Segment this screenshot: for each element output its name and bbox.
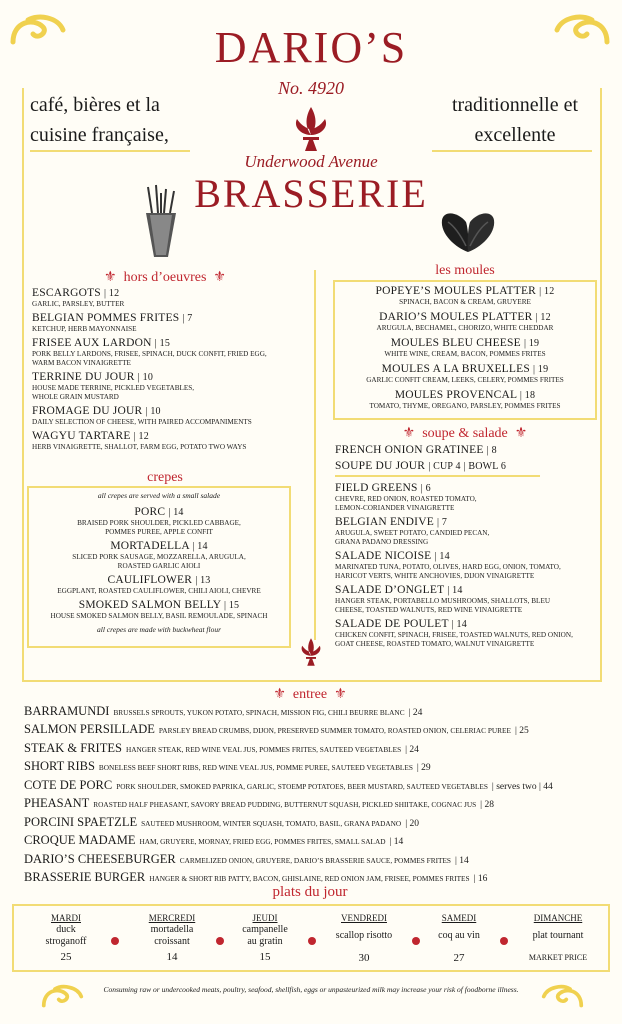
- tagline-right: traditionnelle et excellente: [451, 94, 579, 146]
- menu-item: MOULES PROVENCAL | 18 TOMATO, THYME, OREGANO, PARSLEY, POMMES FRITES: [369, 389, 561, 410]
- menu-item: DARIO’S MOULES PLATTER | 12 ARUGULA, BECHAMEL, CHORIZO, WHITE CHEDDAR: [376, 311, 554, 332]
- street-number: No. 4920: [277, 78, 344, 98]
- menu-item: CAULIFLOWER | 13 EGGPLANT, ROASTED CAULIFLOWER, CHILI AIOLI, CHEVRE: [57, 574, 261, 595]
- separator-dot: [111, 937, 119, 945]
- menu-item: SALADE DE POULET | 14 CHICKEN CONFIT, SPINACH, FRISEE, TOASTED WALNUTS, RED ONION, GOAT CHEESE, ROASTED TOMATO, WALNUT VINAIGRETTE: [335, 618, 573, 648]
- frame-line: [22, 680, 602, 682]
- separator-dot: [500, 937, 508, 945]
- street-name: Underwood Avenue: [244, 152, 378, 171]
- entree-item: STEAK & FRITES HANGER STEAK, RED WINE VEAL JUS, POMMES FRITES, SAUTEED VEGETABLES | 24: [24, 741, 419, 755]
- day-special: MARDI duck stroganoff 25: [45, 913, 87, 963]
- menu-item: TERRINE DU JOUR | 10 HOUSE MADE TERRINE, PICKLED VEGETABLES, WHOLE GRAIN MUSTARD: [32, 371, 195, 401]
- frame-line: [314, 270, 316, 640]
- crepes-note-top: all crepes are served with a small salade: [97, 491, 221, 500]
- menu-item: MORTADELLA | 14 SLICED PORK SAUSAGE, MOZZARELLA, ARUGULA, ROASTED GARLIC AIOLI: [72, 540, 246, 570]
- entree-item: BRASSERIE BURGER HANGER & SHORT RIB PATTY, BACON, GHISLAINE, RED ONION JAM, FRISEE, POMMES FRITES | 16: [24, 870, 488, 884]
- separator-dot: [308, 937, 316, 945]
- separator-dot: [216, 937, 224, 945]
- fleur-de-lis-icon: [296, 634, 326, 675]
- entree-title: ⚜ entree ⚜: [273, 687, 347, 702]
- menu-item: WAGYU TARTARE | 12 HERB VINAIGRETTE, SHALLOT, FARM EGG, POTATO TWO WAYS: [32, 430, 247, 451]
- menu-item: SALADE NICOISE | 14 MARINATED TUNA, POTATO, OLIVES, HARD EGG, ONION, TOMATO, HARICOT VERTS, WHITE ANCHOVIES, DIJON VINAIGRETTE: [335, 550, 561, 580]
- separator-dot: [412, 937, 420, 945]
- menu-item: BELGIAN POMMES FRITES | 7 KETCHUP, HERB MAYONNAISE: [32, 312, 193, 333]
- entree-item: BARRAMUNDI BRUSSELS SPROUTS, YUKON POTATO, SPINACH, MISSION FIG, CHILI BEURRE BLANC | 24: [24, 704, 423, 718]
- soup-list: [335, 444, 595, 473]
- day-special: VENDREDI scallop risotto 30: [335, 913, 393, 964]
- mussel-icon: [436, 208, 500, 261]
- hors-oeuvres-title: ⚜ hors d’oeuvres ⚜: [104, 270, 226, 285]
- salade-list: [335, 482, 600, 649]
- menu-item: FIELD GREENS | 6 CHEVRE, RED ONION, ROASTED TOMATO, LEMON-CORIANDER VINAIGRETTE: [335, 482, 477, 512]
- menu-item: BELGIAN ENDIVE | 7 ARUGULA, SWEET POTATO, CANDIED PECAN, GRANA PADANO DRESSING: [335, 516, 490, 546]
- foodborne-warning: Consuming raw or undercooked meats, poultry, seafood, shellfish, eggs or unpasteurized milk may increase your risk of foodborne illness.: [103, 985, 519, 994]
- menu-item: SMOKED SALMON BELLY | 15 HOUSE SMOKED SALMON BELLY, BASIL REMOULADE, SPINACH: [50, 599, 268, 620]
- menu-item: SALADE D’ONGLET | 14 HANGER STEAK, PORTABELLO MUSHROOMS, SHALLOTS, BLEU CHEESE, TOASTED WALNUTS, RED WINE VINAIGRETTE: [335, 584, 551, 614]
- entree-item: COTE DE PORC PORK SHOULDER, SMOKED PAPRIKA, GARLIC, STOEMP POTATOES, BEER MUSTARD, SAUTEED VEGETABLES | serves two | 44: [24, 778, 553, 792]
- entree-item: SALMON PERSILLADE PARSLEY BREAD CRUMBS, DIJON, PRESERVED SUMMER TOMATO, ROASTED ONION, CELERIAC PUREE | 25: [24, 722, 529, 736]
- menu-item: SOUPE DU JOUR | CUP 4 | BOWL 6: [335, 460, 507, 472]
- brand-name-bottom: BRASSERIE: [194, 171, 428, 216]
- plats-du-jour-title: plats du jour: [272, 884, 348, 900]
- entree-item: DARIO’S CHEESEBURGER CARMELIZED ONION, GRUYERE, DARIO’S BRASSERIE SAUCE, POMMES FRITES | 14: [24, 852, 469, 866]
- fleur-de-lis-icon: ⚜: [514, 426, 528, 441]
- day-special: DIMANCHE plat tournant MARKET PRICE: [528, 913, 588, 962]
- menu-item: ESCARGOTS | 12 GARLIC, PARSLEY, BUTTER: [32, 287, 125, 308]
- fleur-de-lis-icon: ⚜: [104, 270, 117, 285]
- crepes-title: crepes: [147, 470, 183, 485]
- day-special: JEUDI campanelle au gratin 15: [242, 913, 288, 963]
- fleur-de-lis-icon: ⚜: [213, 270, 226, 285]
- entree-item: PHEASANT ROASTED HALF PHEASANT, SAVORY BREAD PUDDING, BUTTERNUT SQUASH, PICKLED SHIITAKE, COGNAC JUS | 28: [24, 796, 494, 810]
- menu-item: FROMAGE DU JOUR | 10 DAILY SELECTION OF CHEESE, WITH PAIRED ACCOMPANIMENTS: [32, 405, 252, 426]
- moules-title: les moules: [435, 263, 495, 278]
- menu-item: PORC | 14 BRAISED PORK SHOULDER, PICKLED CABBAGE, POMMES PUREE, APPLE CONFIT: [77, 506, 241, 536]
- fleur-de-lis-icon: ⚜: [402, 426, 416, 441]
- soupe-salade-title: ⚜ soupe & salade ⚜: [402, 426, 528, 441]
- brand-name-top: DARIO’S: [214, 23, 408, 72]
- entree-item: CROQUE MADAME HAM, GRUYERE, MORNAY, FRIED EGG, POMMES FRITES, SMALL SALAD | 14: [24, 833, 404, 847]
- moules-list: [336, 285, 594, 411]
- menu-item: POPEYE’S MOULES PLATTER | 12 SPINACH, BACON & CREAM, GRUYERE: [375, 285, 555, 306]
- fleur-de-lis-icon: ⚜: [273, 687, 286, 702]
- menu-item: MOULES BLEU CHEESE | 19 WHITE WINE, CREAM, BACON, POMMES FRITES: [384, 337, 546, 358]
- menu-item: FRENCH ONION GRATINEE | 8: [335, 444, 497, 456]
- menu-item: MOULES A LA BRUXELLES | 19 GARLIC CONFIT CREAM, LEEKS, CELERY, POMMES FRITES: [366, 363, 564, 384]
- crepes-list: [30, 491, 288, 634]
- frame-line: [335, 475, 540, 477]
- day-special: SAMEDI coq au vin 27: [438, 913, 480, 964]
- entree-item: PORCINI SPAETZLE SAUTEED MUSHROOM, WINTER SQUASH, TOMATO, BASIL, GRANA PADANO | 20: [24, 815, 419, 829]
- tagline-left: café, bières et la cuisine française,: [30, 94, 169, 146]
- menu-item: FRISEE AUX LARDON | 15 PORK BELLY LARDONS, FRISEE, SPINACH, DUCK CONFIT, FRIED EGG, WARM BACON VINAIGRETTE: [32, 337, 267, 367]
- hors-oeuvres-list: [32, 287, 312, 452]
- fleur-de-lis-icon: ⚜: [334, 687, 347, 702]
- day-special: MERCREDI mortadella croissant 14: [148, 913, 196, 963]
- entree-item: SHORT RIBS BONELESS BEEF SHORT RIBS, RED WINE VEAL JUS, POMME PUREE, SAUTEED VEGETABLES | 29: [24, 759, 431, 773]
- fleur-de-lis-icon: [287, 105, 335, 158]
- crepes-note-bottom: all crepes are made with buckwheat flour: [96, 625, 221, 634]
- fries-cone-icon: [140, 183, 182, 268]
